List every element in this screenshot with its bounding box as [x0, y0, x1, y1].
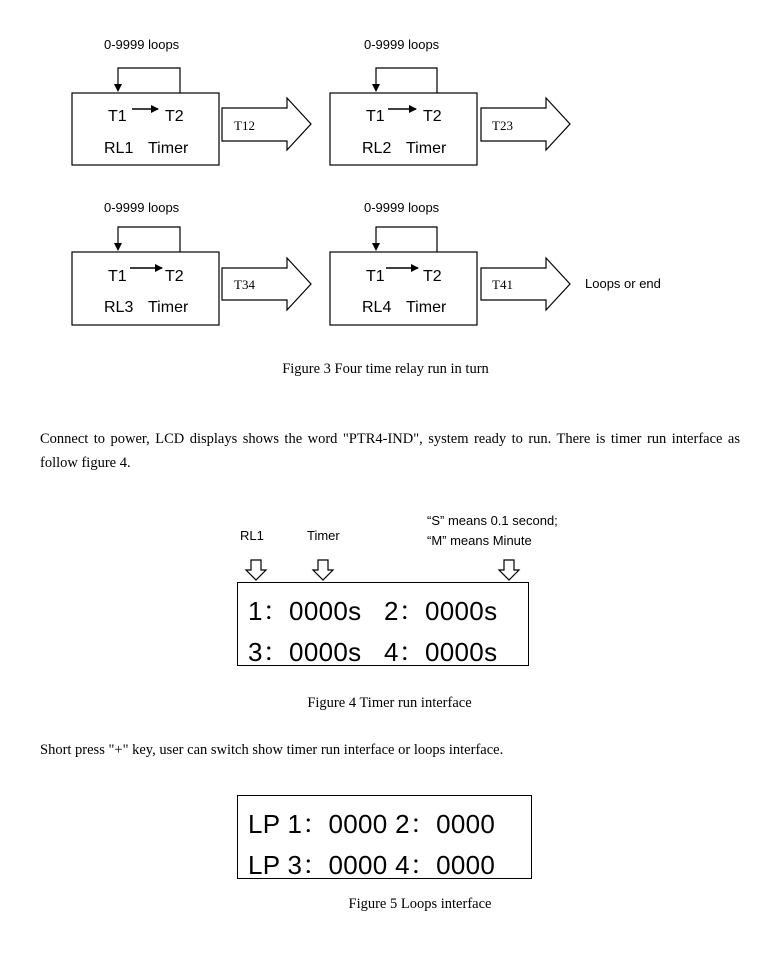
t2-label: T2 — [165, 268, 184, 285]
down-arrow-icon — [313, 560, 333, 580]
loops-or-end-label: Loops or end — [585, 276, 661, 291]
lcd-timer-display — [237, 582, 529, 666]
m-unit-note: “M” means Minute — [427, 533, 532, 548]
figure-4-caption: Figure 4 Timer run interface — [307, 695, 472, 711]
t2-label: T2 — [423, 108, 442, 125]
loop-range-label: 0-9999 loops — [364, 37, 440, 52]
timer-label: Timer — [148, 140, 189, 157]
t1-label: T1 — [366, 268, 385, 285]
relay-name: RL1 — [104, 140, 134, 157]
t2-label: T2 — [165, 108, 184, 125]
down-arrow-icon — [499, 560, 519, 580]
lcd-line-1: 1：0000s 2：0000s — [248, 596, 498, 626]
loop-range-label: 0-9999 loops — [104, 200, 180, 215]
transition-label: T23 — [492, 118, 513, 133]
relay-name: RL4 — [362, 299, 392, 316]
timer-label: Timer — [148, 299, 189, 316]
paragraph-power-on: Connect to power, LCD displays shows the word "PTR4-IND", system ready to run. There is timer run interface as follow figure 4. — [40, 431, 740, 471]
rl1-pointer-label: RL1 — [240, 528, 264, 543]
lcd-line-1: LP 1：0000 2：0000 — [248, 809, 496, 839]
paragraph-short-press: Short press "+" key, user can switch show timer run interface or loops interface. — [40, 742, 504, 758]
relay-name: RL3 — [104, 299, 134, 316]
t1-label: T1 — [108, 108, 127, 125]
transition-label: T34 — [234, 277, 255, 292]
lcd-line-2: 3：0000s 4：0000s — [248, 637, 498, 667]
transition-label: T41 — [492, 277, 513, 292]
lcd-line-2: LP 3：0000 4：0000 — [248, 850, 496, 880]
t1-label: T1 — [366, 108, 385, 125]
timer-pointer-label: Timer — [307, 528, 340, 543]
t2-label: T2 — [423, 268, 442, 285]
loop-range-label: 0-9999 loops — [364, 200, 440, 215]
figure-3-caption: Figure 3 Four time relay run in turn — [282, 361, 489, 377]
s-unit-note: “S” means 0.1 second; — [427, 513, 558, 528]
down-arrow-icon — [246, 560, 266, 580]
t1-label: T1 — [108, 268, 127, 285]
lcd-loops-display — [237, 795, 532, 879]
relay-name: RL2 — [362, 140, 392, 157]
timer-label: Timer — [406, 140, 447, 157]
figure-5-caption: Figure 5 Loops interface — [348, 896, 492, 912]
transition-label: T12 — [234, 118, 255, 133]
loop-range-label: 0-9999 loops — [104, 37, 180, 52]
timer-label: Timer — [406, 299, 447, 316]
